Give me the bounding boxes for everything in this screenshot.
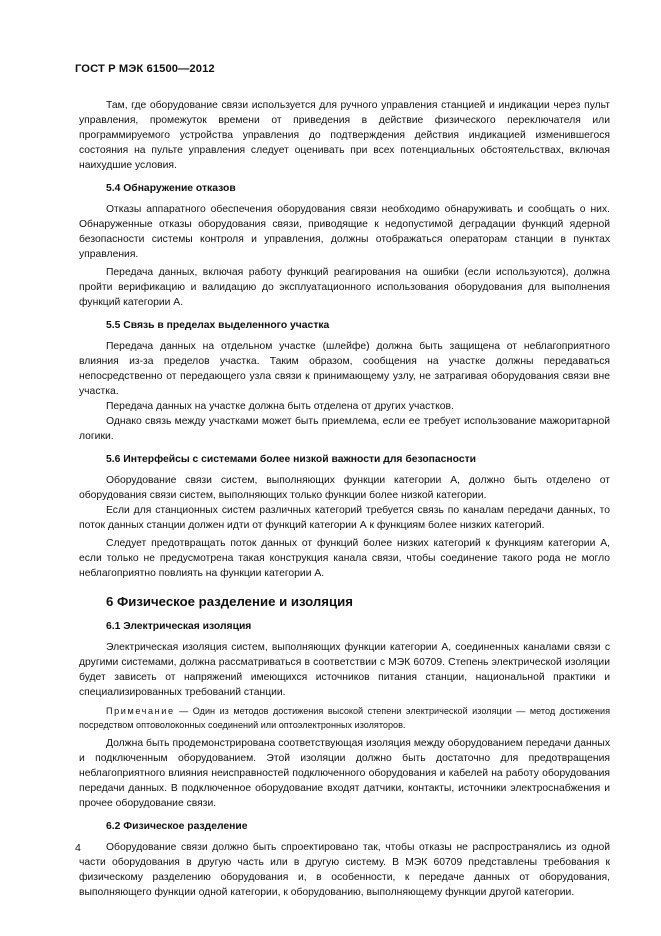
document-body — [79, 98, 610, 900]
paragraph: Отказы аппаратного обеспечения оборудования связи необходимо обнаруживать и сообщать о них. Обнаруженные отказы оборудования связи, приводящие к недопустимой деградации функций ядерной безопасности системы контроля и управления, должны отображаться операторам станции в пунктах управления. — [79, 204, 610, 260]
paragraph: Оборудование связи систем, выполняющих функции категории А, должно быть отделено от оборудования связи систем, выполняющих только функции более низкой категории. — [79, 475, 610, 501]
paragraph: Передача данных, включая работу функций реагирования на ошибки (если используются), должна пройти верификацию и валидацию до эксплуатационного использования оборудования для выполнения функций категории А. — [79, 267, 610, 308]
paragraph: Электрическая изоляция систем, выполняющих функции категории А, соединенных каналами связи с другими системами, должна рассматриваться в соответствии с МЭК 60709. Степень электрической изоляции будет зависеть от напряжений имеющихся источников питания станции, национальной практики и специализированных требований станции. — [79, 642, 610, 698]
note — [79, 705, 610, 732]
section-heading-6-2: 6.2 Физическое разделение — [106, 821, 248, 832]
paragraph: Оборудование связи должно быть спроектировано так, чтобы отказы не распространялись из одной части оборудования в другую часть или в другую систему. В МЭК 60709 представлены требования к физическому разделению оборудования и, в особенности, к передаче данных от оборудования, выполняющего функции одной категории, к оборудованию, выполняющему функции другой категории. — [79, 842, 610, 898]
document-header: ГОСТ Р МЭК 61500—2012 — [75, 63, 215, 75]
section-heading-5-6: 5.6 Интерфейсы с системами более низкой важности для безопасности — [106, 454, 477, 465]
paragraph: Должна быть продемонстрирована соответствующая изоляция между оборудованием передачи данных и подключенным оборудованием. Этой изоляции должно быть достаточно для предотвращения неблагоприятного влияния неисправностей подключенного оборудования и кабелей на работу оборудования передачи данных. В подключенное оборудование входят датчики, контакты, источники электроснабжения и прочее оборудование связи. — [79, 738, 610, 809]
section-heading-6-1: 6.1 Электрическая изоляция — [106, 621, 252, 632]
paragraph: Если для станционных систем различных категорий требуется связь по каналам передачи данных, то поток данных станции должен идти от функций категории А к функциям более низких категорий. — [79, 505, 610, 531]
paragraph: Там, где оборудование связи используется для ручного управления станцией и индикации через пульт управления, промежуток времени от приведения в действие физического переключателя или программируемого устройства управления до подтверждения действия индикацией изменившегося состояния на пульте управления следует оценивать при всех потенциальных обстоятельствах, включая наихудшие условия. — [79, 100, 610, 171]
page-number: 4 — [75, 842, 81, 854]
paragraph: Однако связь между участками может быть приемлема, если ее требует использование мажоритарной логики. — [79, 416, 610, 442]
section-heading-5-4: 5.4 Обнаружение отказов — [106, 183, 236, 194]
section-heading-5-5: 5.5 Связь в пределах выделенного участка — [106, 320, 330, 331]
paragraph: Передача данных на отдельном участке (шлейфе) должна быть защищена от неблагоприятного влияния из-за пределов участка. Таким образом, сообщения на участке должны передаваться непосредственно от передающего узла связи к принимающему узлу, не затрагивая оборудования связи вне участка. — [79, 341, 610, 397]
paragraph: Следует предотвращать поток данных от функций более низких категорий к функциям категории А, если только не предусмотрена такая конструкция канала связи, чтобы соединение такого рода не могло неблагоприятно повлиять на функции категории А. — [79, 538, 610, 579]
note-label: Примечание — [106, 706, 175, 716]
paragraph: Передача данных на участке должна быть отделена от других участков. — [106, 401, 454, 412]
section-heading-6: 6 Физическое разделение и изоляция — [106, 594, 353, 609]
note-text: — Один из методов достижения высокой степени электрической изоляции — метод достижения посредством оптоволоконных соединений или оптоэлектронных изоляторов. — [79, 706, 610, 730]
